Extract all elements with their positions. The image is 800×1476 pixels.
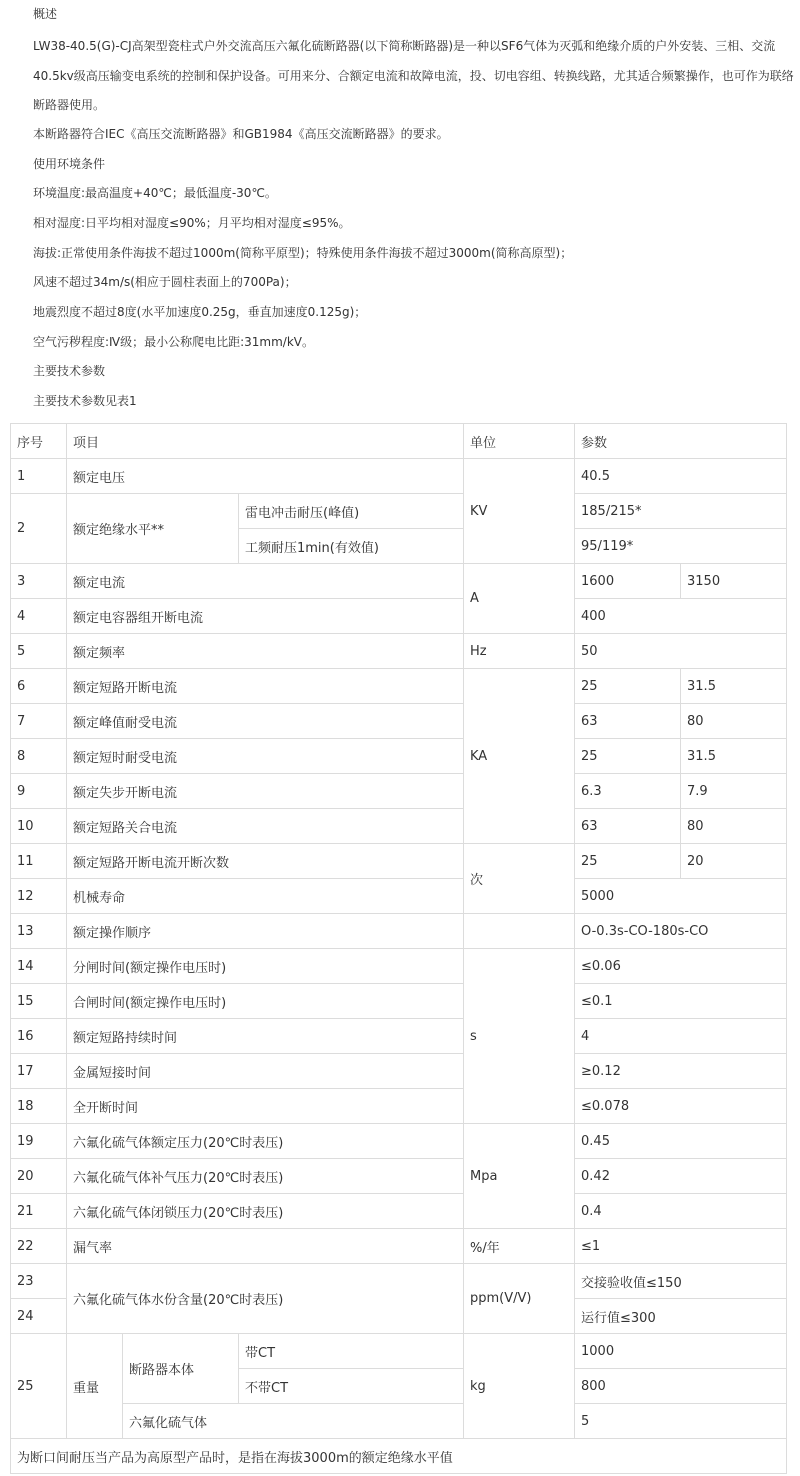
row-item: 额定短路开断电流	[67, 669, 464, 704]
row-no: 24	[11, 1299, 67, 1334]
row-value: 25	[575, 669, 681, 704]
table-row	[11, 459, 787, 494]
row-value: ≤0.1	[575, 984, 787, 1019]
table-row	[11, 984, 787, 1019]
row-value: 5000	[575, 879, 787, 914]
row-item: 合闸时间(额定操作电压时)	[67, 984, 464, 1019]
row-no: 23	[11, 1264, 67, 1299]
row-no: 14	[11, 949, 67, 984]
row-item: 全开断时间	[67, 1089, 464, 1124]
row-no: 20	[11, 1159, 67, 1194]
row-value: 800	[575, 1369, 787, 1404]
env-seismic: 地震烈度不超过8度(水平加速度0.25g，垂直加速度0.125g)；	[33, 305, 367, 319]
row-item: 金属短接时间	[67, 1054, 464, 1089]
row-no: 22	[11, 1229, 67, 1264]
row-no: 4	[11, 599, 67, 634]
row-subitem: 断路器本体	[123, 1334, 239, 1404]
table-header-row	[11, 424, 787, 459]
row-item: 额定短路持续时间	[67, 1019, 464, 1054]
row-no: 8	[11, 739, 67, 774]
row-item: 额定绝缘水平**	[67, 494, 239, 564]
row-no: 19	[11, 1124, 67, 1159]
params-heading: 主要技术参数	[33, 364, 106, 378]
table-row	[11, 774, 787, 809]
row-unit: Mpa	[464, 1124, 575, 1229]
row-value: 6.3	[575, 774, 681, 809]
table-row	[11, 1124, 787, 1159]
row-no: 11	[11, 844, 67, 879]
table-row	[11, 494, 787, 529]
row-subitem: 雷电冲击耐压(峰值)	[239, 494, 464, 529]
row-no: 2	[11, 494, 67, 564]
row-value: ≤0.06	[575, 949, 787, 984]
row-value: 185/215*	[575, 494, 787, 529]
header-item: 项目	[67, 424, 464, 459]
row-no: 12	[11, 879, 67, 914]
row-unit: A	[464, 564, 575, 634]
row-no: 9	[11, 774, 67, 809]
row-item: 额定短路开断电流开断次数	[67, 844, 464, 879]
row-no: 5	[11, 634, 67, 669]
table-row	[11, 704, 787, 739]
row-no: 3	[11, 564, 67, 599]
table-row	[11, 1334, 787, 1369]
row-value: 400	[575, 599, 787, 634]
table-row	[11, 739, 787, 774]
row-value: 25	[575, 844, 681, 879]
intro-section	[0, 0, 800, 423]
row-value: 4	[575, 1019, 787, 1054]
row-unit: Hz	[464, 634, 575, 669]
table-row	[11, 1229, 787, 1264]
table-row	[11, 879, 787, 914]
header-no: 序号	[11, 424, 67, 459]
row-no: 18	[11, 1089, 67, 1124]
row-no: 21	[11, 1194, 67, 1229]
row-value-2: 20	[681, 844, 787, 879]
row-value: 95/119*	[575, 529, 787, 564]
row-value-2: 7.9	[681, 774, 787, 809]
row-item: 六氟化硫气体水份含量(20℃时表压)	[67, 1264, 464, 1334]
header-param: 参数	[575, 424, 787, 459]
row-subitem: 六氟化硫气体	[123, 1404, 464, 1439]
row-item: 六氟化硫气体闭锁压力(20℃时表压)	[67, 1194, 464, 1229]
table-row	[11, 1054, 787, 1089]
env-wind: 风速不超过34m/s(相应于圆柱表面上的700Pa)；	[33, 275, 297, 289]
row-item: 额定峰值耐受电流	[67, 704, 464, 739]
row-unit: KA	[464, 669, 575, 844]
row-value: 0.42	[575, 1159, 787, 1194]
row-value: 1000	[575, 1334, 787, 1369]
row-value: 25	[575, 739, 681, 774]
row-value: ≤1	[575, 1229, 787, 1264]
row-item: 额定短时耐受电流	[67, 739, 464, 774]
row-item: 重量	[67, 1334, 123, 1439]
env-altitude: 海拔:正常使用条件海拔不超过1000m(简称平原型)；特殊使用条件海拔不超过3000m(简称高原型)；	[33, 246, 573, 260]
table-row	[11, 844, 787, 879]
table-row	[11, 669, 787, 704]
row-unit: 次	[464, 844, 575, 914]
params-reference: 主要技术参数见表1	[33, 394, 137, 408]
row-value: O-0.3s-CO-180s-CO	[575, 914, 787, 949]
environment-heading: 使用环境条件	[33, 157, 106, 171]
description-line-2: 40.5kv级高压输变电系统的控制和保护设备。可用来分、合额定电流和故障电流，投、切电容组、转换线路，尤其适合频繁操作，也可作为联络	[33, 69, 794, 83]
row-value: 运行值≤300	[575, 1299, 787, 1334]
table-row	[11, 949, 787, 984]
table-row	[11, 564, 787, 599]
table-row	[11, 1264, 787, 1299]
row-value: 40.5	[575, 459, 787, 494]
row-item: 额定电流	[67, 564, 464, 599]
row-no: 10	[11, 809, 67, 844]
row-no: 17	[11, 1054, 67, 1089]
row-value: 交接验收值≤150	[575, 1264, 787, 1299]
row-no: 15	[11, 984, 67, 1019]
description-line-1: LW38-40.5(G)-CJ高架型瓷柱式户外交流高压六氟化硫断路器(以下简称断路器)是一种以SF6气体为灭弧和绝缘介质的户外安装、三相、交流	[33, 39, 776, 53]
table-row	[11, 1159, 787, 1194]
table-row	[11, 1404, 787, 1439]
row-value: 50	[575, 634, 787, 669]
header-unit: 单位	[464, 424, 575, 459]
row-unit: ppm(V/V)	[464, 1264, 575, 1334]
row-value: 0.4	[575, 1194, 787, 1229]
row-unit: KV	[464, 459, 575, 564]
row-unit: kg	[464, 1334, 575, 1439]
row-value-2: 31.5	[681, 739, 787, 774]
row-value-2: 80	[681, 809, 787, 844]
table-footnote-row	[11, 1439, 787, 1474]
row-no: 6	[11, 669, 67, 704]
row-item: 额定短路关合电流	[67, 809, 464, 844]
row-item: 六氟化硫气体补气压力(20℃时表压)	[67, 1159, 464, 1194]
technical-parameters-table	[10, 423, 787, 1474]
row-item: 额定操作顺序	[67, 914, 464, 949]
row-item: 分闸时间(额定操作电压时)	[67, 949, 464, 984]
table-row	[11, 1019, 787, 1054]
table-footnote: 为断口间耐压当产品为高原型产品时，是指在海拔3000m的额定绝缘水平值	[11, 1439, 787, 1474]
row-subitem-a: 带CT	[239, 1334, 464, 1369]
row-value: ≥0.12	[575, 1054, 787, 1089]
row-value: 0.45	[575, 1124, 787, 1159]
row-no: 16	[11, 1019, 67, 1054]
env-temperature: 环境温度:最高温度+40℃；最低温度-30℃。	[33, 186, 277, 200]
row-unit: %/年	[464, 1229, 575, 1264]
row-item: 额定失步开断电流	[67, 774, 464, 809]
row-value: 63	[575, 809, 681, 844]
row-no: 13	[11, 914, 67, 949]
row-unit: s	[464, 949, 575, 1124]
row-no: 25	[11, 1334, 67, 1439]
row-no: 7	[11, 704, 67, 739]
row-value-2: 80	[681, 704, 787, 739]
env-pollution: 空气污秽程度:Ⅳ级；最小公称爬电比距:31mm/kV。	[33, 335, 315, 349]
row-value: 63	[575, 704, 681, 739]
row-item: 额定电容器组开断电流	[67, 599, 464, 634]
table-row	[11, 1194, 787, 1229]
table-row	[11, 809, 787, 844]
overview-heading: 概述	[33, 7, 58, 21]
row-item: 机械寿命	[67, 879, 464, 914]
standard-compliance: 本断路器符合IEC《高压交流断路器》和GB1984《高压交流断路器》的要求。	[33, 127, 449, 141]
row-value: 1600	[575, 564, 681, 599]
row-value-2: 3150	[681, 564, 787, 599]
env-humidity: 相对湿度:日平均相对湿度≤90%；月平均相对湿度≤95%。	[33, 216, 351, 230]
row-subitem: 工频耐压1min(有效值)	[239, 529, 464, 564]
description-line-3: 断路器使用。	[33, 98, 106, 112]
table-row	[11, 634, 787, 669]
row-no: 1	[11, 459, 67, 494]
row-unit-empty	[464, 914, 575, 949]
row-subitem-b: 不带CT	[239, 1369, 464, 1404]
table-row	[11, 599, 787, 634]
row-item: 六氟化硫气体额定压力(20℃时表压)	[67, 1124, 464, 1159]
table-row	[11, 1089, 787, 1124]
table-row	[11, 914, 787, 949]
row-item: 额定频率	[67, 634, 464, 669]
row-value: ≤0.078	[575, 1089, 787, 1124]
row-item: 漏气率	[67, 1229, 464, 1264]
row-item: 额定电压	[67, 459, 464, 494]
row-value-2: 31.5	[681, 669, 787, 704]
row-value: 5	[575, 1404, 787, 1439]
